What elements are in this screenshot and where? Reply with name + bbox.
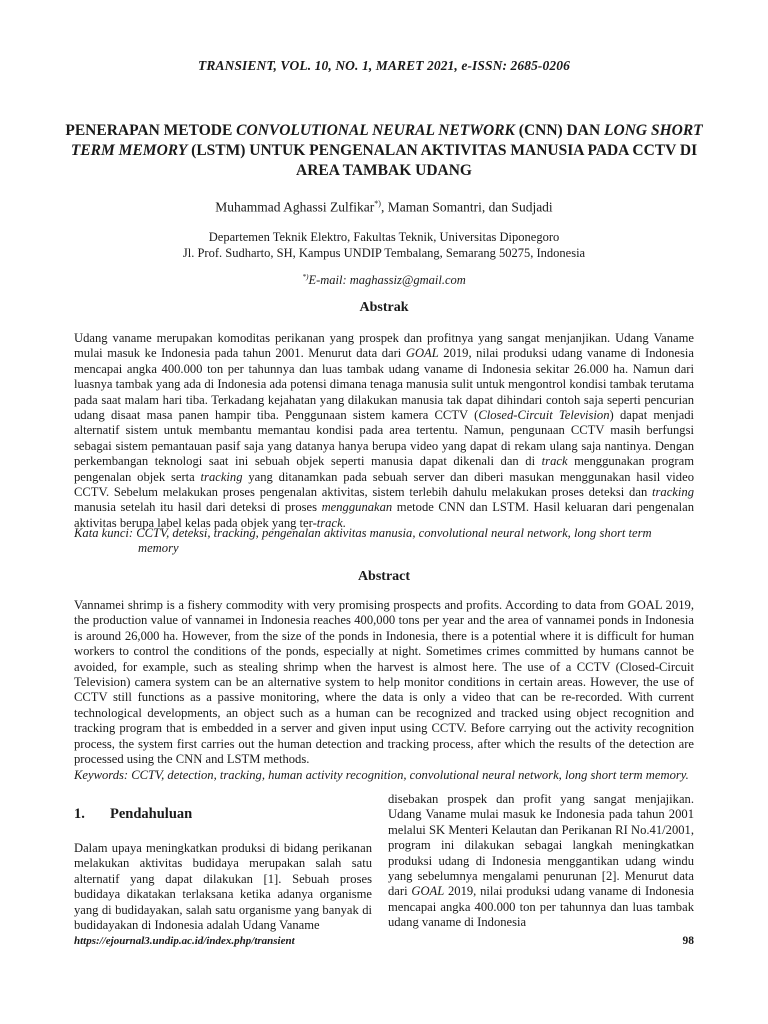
author-rest: , Maman Somantri, dan Sudjadi — [380, 199, 553, 215]
abstrak-italic: GOAL — [405, 346, 439, 361]
abstrak-text: 2019, nilai produksi udang vaname di Indonesia mencapai angka 400.000 ton per tahunnya dan luas tambak udang vaname di Indonesia sekitar 26.000 ha. Namun dari luasnya tambak yang ada di Indonesia ada potensi dimana tenaga manusia sulit untuk mengontrol kondisi tambak terutama pada saat malam hari tiba. Terkadang kejahatan yang dilakukan manusia tak dapat dihindari contoh saja seperti pencurian udang disaat masa panen hampir tiba. Penggunaan sistem kamera CCTV ( — [74, 346, 695, 423]
footer-url-link[interactable]: https://ejournal3.undip.ac.id/index.php/transient — [74, 935, 295, 947]
abstrak-text: . — [342, 515, 346, 530]
affiliation — [0, 230, 768, 261]
section-number: 1. — [74, 806, 85, 822]
kata-kunci — [74, 526, 694, 557]
title-part: (LSTM) UNTUK PENGENALAN AKTIVITAS MANUSIA PADA CCTV DI AREA TAMBAK UDANG — [187, 142, 698, 179]
abstrak-heading: Abstrak — [359, 300, 409, 315]
abstrak-text: menggunakan program pengenalan objek serta — [74, 454, 694, 484]
abstrak-text: metode CNN dan LSTM. Hasil keluaran dari pengenalan aktivitas berupa label kelas pada objek yang ter- — [74, 500, 694, 530]
abstrak-text: Udang vaname merupakan komoditas perikanan yang prospek dan profitnya yang sangat menjanjikan. Udang Vaname mulai masuk ke Indonesia pada tahun 2001. Menurut data dari — [74, 331, 694, 361]
abstract-heading: Abstract — [357, 569, 411, 584]
corresponding-mark: *) — [374, 199, 381, 208]
paper-title — [60, 121, 708, 181]
abstrak-text: yang ditanamkan pada sebuah server dan diberi masukan menggunakan hasil video CCTV. Sebelum melakukan proses pengenalan aktivitas, sistem terlebih dahulu melakukan proses deteksi dan — [74, 469, 694, 500]
page-number: 98 — [682, 935, 694, 947]
author-list — [0, 199, 768, 216]
abstrak-italic: tracking — [200, 469, 243, 484]
kata-kunci-line-2: memory — [138, 541, 179, 556]
journal-header: TRANSIENT, VOL. 10, NO. 1, MARET 2021, e-ISSN: 2685-0206 — [198, 58, 570, 73]
abstrak-italic: menggunakan — [321, 500, 393, 515]
email-text: E-mail: maghassiz@gmail.com — [308, 273, 466, 288]
body-text: 2019, nilai produksi udang vaname di Indonesia mencapai angka 400.000 ton per tahunnya dan luas tambak udang vaname di Indonesia — [388, 884, 695, 930]
section-heading — [74, 806, 372, 823]
abstrak-text: manusia setelah itu hasil dari deteksi di proses — [74, 500, 322, 515]
email-mark: *) — [302, 272, 309, 281]
abstrak-italic: track — [541, 454, 568, 469]
body-text: disebakan prospek dan profit yang sangat menjajikan. Udang Vaname mulai masuk ke Indonesia pada tahun 2001 melalui SK Menteri Kelautan dan Perikanan RI No.41/2001, program ini dilakukan sebagai langkah meningkatkan produksi udang di Indonesia menggantikan udang windu yang sebelumnya mengalami penurunan [2]. Menurut data dari — [388, 792, 694, 899]
abstract-body: Vannamei shrimp is a fishery commodity with very promising prospects and profits. According to data from GOAL 2019, the production value of vannamei in Indonesia reaches 400,000 tons per year and the area of vannamei ponds in Indonesia is around 26,000 ha. However, from the size of the ponds in Indonesia, there is a potential where it is difficult for human workers to control the conditions of the ponds, especially at night. Sometimes crimes committed by humans cannot be avoided, for example, such as stealing shrimp when the harvest is almost here. The use of a CCTV (Closed-Circuit Television) camera system can be an alternative system to help monitor conditions in certain areas. However, the use of CCTV still functions as a passive monitoring, where the data is only a video that can be re-recorded. With current technological developments, an object such as a human can be recognized and tracked using object recognition and tracking program that is embedded in a server and given input using CCTV. Before carrying out the activity recognition process, the system first carries out the human detection and tracking process, after which the results of the detection are processed using the CNN and LSTM methods. — [74, 598, 694, 767]
abstrak-body — [74, 331, 694, 531]
author-first: Muhammad Aghassi Zulfikar — [215, 199, 375, 215]
intro-paragraph-continued — [388, 792, 694, 931]
left-column — [74, 806, 372, 933]
abstrak-italic: track — [316, 515, 343, 530]
title-part: (CNN) DAN — [514, 122, 605, 139]
intro-paragraph: Dalam upaya meningkatkan produksi di bidang perikanan melakukan aktivitas budidaya merupakan salah satu alternatif yang dapat dilakukan [1]. Sebuah proses budidaya dikatakan terlaksana ketika adanya organisme yang di budidayakan, salah satu organisme yang banyak di budidayakan di Indonesia adalah Udang Vaname — [74, 841, 372, 933]
affiliation-line-2: Jl. Prof. Sudharto, SH, Kampus UNDIP Tembalang, Semarang 50275, Indonesia — [182, 245, 586, 260]
abstrak-italic: tracking — [652, 485, 694, 500]
title-part: PENERAPAN METODE — [65, 122, 237, 139]
kata-kunci-line-1: Kata kunci: CCTV, deteksi, tracking, pengenalan aktivitas manusia, convolutional neural network, long short term — [74, 526, 652, 540]
abstrak-text: ) dapat menjadi alternatif sistem untuk membantu memantau kondisi pada area tertentu. Namun, pengunaan CCTV masih berfungsi sebagai sistem pemantauan pasif saja yang datanya hanya berupa video yang dapat di rekam ulang saja nantinya. Dengan perkembangan teknologi saat ini sebuah objek seperti manusia dapat dikenali dan di — [74, 408, 694, 469]
body-italic: GOAL — [411, 884, 445, 899]
keywords-en: Keywords: CCTV, detection, tracking, human activity recognition, convolutional neural network, long short term memory. — [74, 768, 689, 782]
abstrak-italic: Closed-Circuit Television — [478, 408, 610, 423]
title-italic-cnn: CONVOLUTIONAL NEURAL NETWORK — [236, 122, 515, 139]
section-title: Pendahuluan — [110, 806, 193, 822]
corresponding-email — [0, 272, 768, 288]
title-italic-lstm: LONG SHORT TERM MEMORY — [70, 122, 703, 159]
affiliation-line-1: Departemen Teknik Elektro, Fakultas Teknik, Universitas Diponegoro — [208, 230, 560, 244]
right-column — [388, 792, 694, 931]
